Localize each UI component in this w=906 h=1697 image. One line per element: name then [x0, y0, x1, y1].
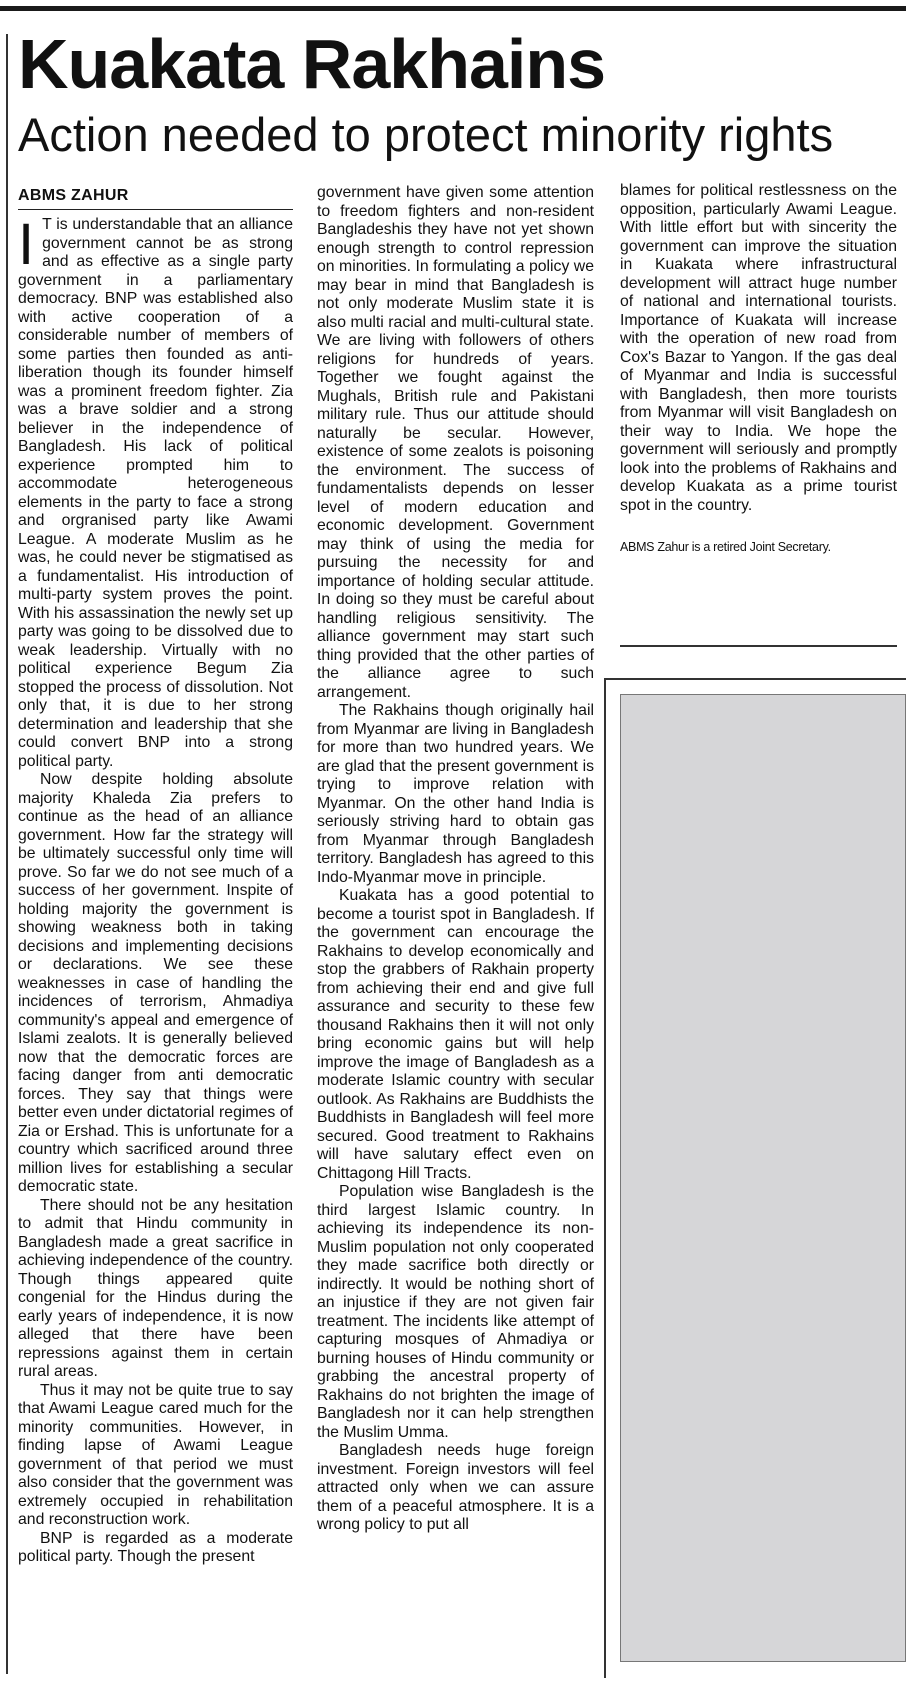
paragraph: There should not be any hesitation to admit that Hindu community in Bangladesh made a great sacrifice in achieving independence of the country. Though things appeared quite congenial for the Hindus during the early years of independence, it is now alleged that there have been repressions against them in certain rural areas.: [18, 1196, 293, 1380]
paragraph: government have given some attention to freedom fighters and non-resident Bangladeshis they have not yet shown enough strength to control repression on minorities. In formulating a policy we may bear in mind that Bangladesh is not only moderate Muslim state it is also multi racial and multi-cultural state. We are living with followers of others religions for hundreds of years. Together we fought against the Mughals, British rule and Pakistani military rule. Thus our attitude should naturally be secular. However, existence of some zealots is poisoning the environment. The success of fundamentalists depends on lesser level of modern education and economic development. Government may think of using the media for pursuing the necessity for and importance of holding secular attitude. In doing so they must be careful about handling religious sensitivity. The alliance government may start such thing provided that the other parties of the alliance agree to such arrangement.: [317, 184, 594, 701]
paragraph: Population wise Bangladesh is the third largest Islamic country. In achieving its independence its non-Muslim population not only cooperated they made sacrifice both directly or indirectly. It would be nothing short of an injustice if they are not given fair treatment. The incidents like attempt of capturing mosques of Ahmadiya or burning houses of Hindu community or grabbing the ancestral property of Rakhains do not brighten the image of Bangladesh nor it can help strengthen the Muslim Umma.: [317, 1183, 594, 1441]
advertisement-placeholder: [620, 694, 906, 1662]
paragraph: Kuakata has a good potential to become a tourist spot in Bangladesh. If the government can encourage the Rakhains to develop economically and stop the grabbers of Rakhain property from achieving their end and give full assurance and security to these few thousand Rakhains then it will not only bring economic gains but will help improve the image of Bangladesh as a moderate Islamic country with secular outlook. As Rakhains are Buddhists the Buddhists in Bangladesh will feel more secured. Good treatment to Rakhains will have salutary effect even on Chittagong Hill Tracts.: [317, 887, 594, 1182]
column-1: [18, 186, 293, 1567]
subheadline: Action needed to protect minority rights: [18, 108, 834, 161]
paragraph: The Rakhains though originally hail from Myanmar are living in Bangladesh for more than two hundred years. We are glad that the present government is trying to improve relation with Myanmar. On the other hand India is seriously striving hard to obtain gas from Myanmar through Bangladesh territory. Bangladesh has agreed to this Indo-Myanmar move in principle.: [317, 702, 594, 886]
drop-cap: I: [18, 212, 35, 277]
column-3-end-rule: [620, 645, 897, 647]
top-rule: [0, 6, 906, 11]
byline: ABMS ZAHUR: [18, 186, 293, 210]
paragraph: Now despite holding absolute majority Khaleda Zia prefers to continue as the head of an alliance government. How far the strategy will be ultimately successful only time will prove. So far we do not see much of a success of her government. Inspite of holding majority the government is showing weakness both in taking decisions and implementing decisions or declarations. We see these weaknesses in case of handling the incidences of terrorism, Ahmadiya community's appeal and emergence of Islami zealots. It is generally believed now that the democratic forces are facing danger from anti democratic forces. They say that things were better even under dictatorial regimes of Zia or Ershad. This is unfortunate for a country which sacrificed around three million lives for establishing a secular democratic state.: [18, 771, 293, 1195]
column-2: [317, 184, 594, 1535]
column-3: [620, 182, 897, 555]
left-column-rule: [6, 34, 8, 1674]
paragraph: Bangladesh needs huge foreign investment. Foreign investors will feel attracted only when we can assure them of a peaceful atmosphere. It is a wrong policy to put all: [317, 1442, 594, 1533]
paragraph: [18, 212, 293, 771]
paragraph: BNP is regarded as a moderate political party. Though the present: [18, 1529, 293, 1565]
ad-frame-top-rule: [604, 678, 906, 680]
paragraph: blames for political restlessness on the opposition, particularly Awami League. With little effort but with sincerity the government can improve the situation in Kuakata where infrastructural development will attract huge number of national and international tourists. Importance of Kuakata will increase with the operation of new road from Cox's Bazar to Yangon. If the gas deal of Myanmar and India is successful with Bangladesh, then more tourists from Myanmar will visit Bangladesh on their way to India. We hope the government will seriously and promptly look into the problems of Rakhains and develop Kuakata as a prime tourist spot in the country.: [620, 182, 897, 514]
headline: Kuakata Rakhains: [18, 25, 606, 103]
paragraph-text: T is understandable that an alliance government cannot be as strong and as effective as a single party government in a parliamentary democracy. BNP was established also with active cooperation of a considerable number of members of some parties then founded as anti-liberation though its founder himself was a prominent freedom fighter. Zia was a brave soldier and a strong believer in the independence of Bangladesh. His lack of political experience prompted him to accommodate heterogeneous elements in the party to face a strong and orgranised party like Awami League. A moderate Muslim as he was, he could never be stigmatised as a fundamentalist. His introduction of multi-party system proves the point. With his assassination the newly set up party was going to be dissolved due to weak leadership. Virtually with no political experience Begum Zia stopped the process of dissolution. Not only that, it is due to her strong determination and leadership that she could convert BNP into a strong political party.: [18, 216, 293, 770]
author-note: ABMS Zahur is a retired Joint Secretary.: [620, 540, 831, 554]
ad-frame-left-rule: [604, 678, 606, 1678]
paragraph: Thus it may not be quite true to say that Awami League cared much for the minority communities. However, in finding lapse of Awami League government of that period we must also consider that the government was extremely occupied in rehabilitation and reconstruction work.: [18, 1381, 293, 1528]
